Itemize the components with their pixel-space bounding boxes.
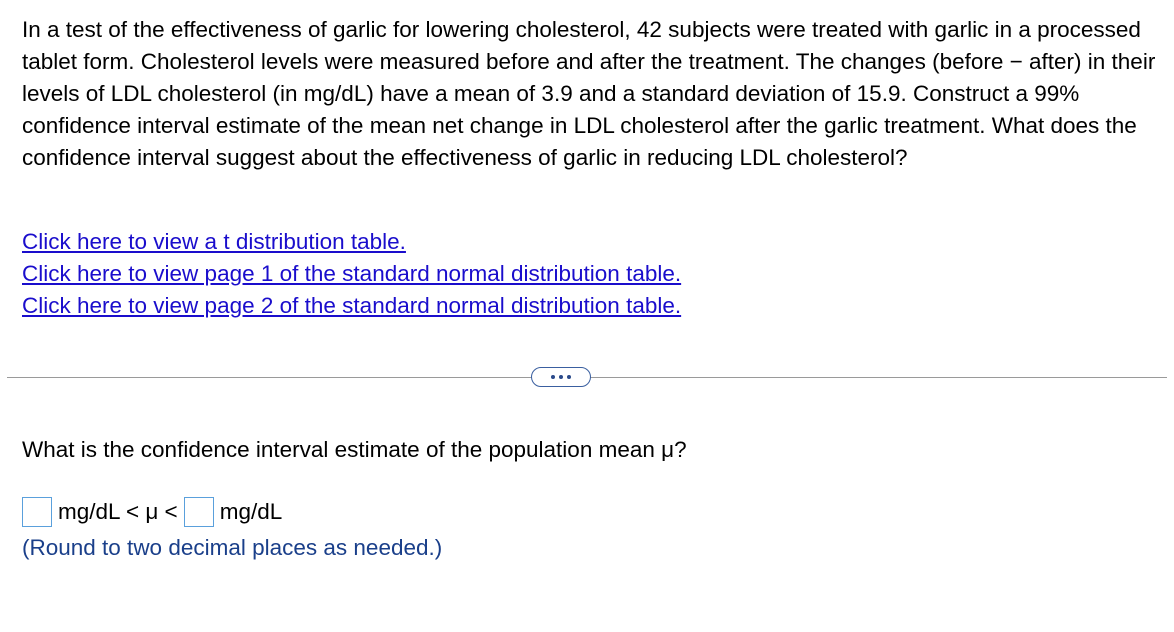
expand-more-button[interactable] xyxy=(531,367,591,387)
problem-statement: In a test of the effectiveness of garlic for lowering cholesterol, 42 subjects were treated with garlic in a processed tablet form. Cholesterol levels were measured before and after the treatment. The changes (before − after) in their levels of LDL cholesterol (in mg/dL) have a mean of 3.9 and a standard deviation of 15.9. Construct a 99% confidence interval estimate of the mean net change in LDL cholesterol after the garlic treatment. What does the confidence interval suggest about the effectiveness of garlic in reducing LDL cholesterol? xyxy=(22,17,1156,170)
normal-table-page1-link[interactable]: Click here to view page 1 of the standard normal distribution table. xyxy=(22,261,682,286)
t-distribution-table-link[interactable]: Click here to view a t distribution table. xyxy=(22,229,406,254)
answer-row xyxy=(22,496,288,528)
ellipsis-icon xyxy=(559,375,563,379)
inequality-text: mg/dL < μ < xyxy=(58,499,178,524)
ellipsis-icon xyxy=(567,375,571,379)
reference-links xyxy=(22,226,681,322)
normal-table-page2-link[interactable]: Click here to view page 2 of the standard normal distribution table. xyxy=(22,293,682,318)
lower-bound-input[interactable] xyxy=(22,497,52,527)
rounding-hint: (Round to two decimal places as needed.) xyxy=(22,535,443,560)
ellipsis-icon xyxy=(551,375,555,379)
unit-label: mg/dL xyxy=(219,499,283,524)
question-prompt: What is the confidence interval estimate of the population mean μ? xyxy=(22,437,687,462)
upper-bound-input[interactable] xyxy=(184,497,214,527)
